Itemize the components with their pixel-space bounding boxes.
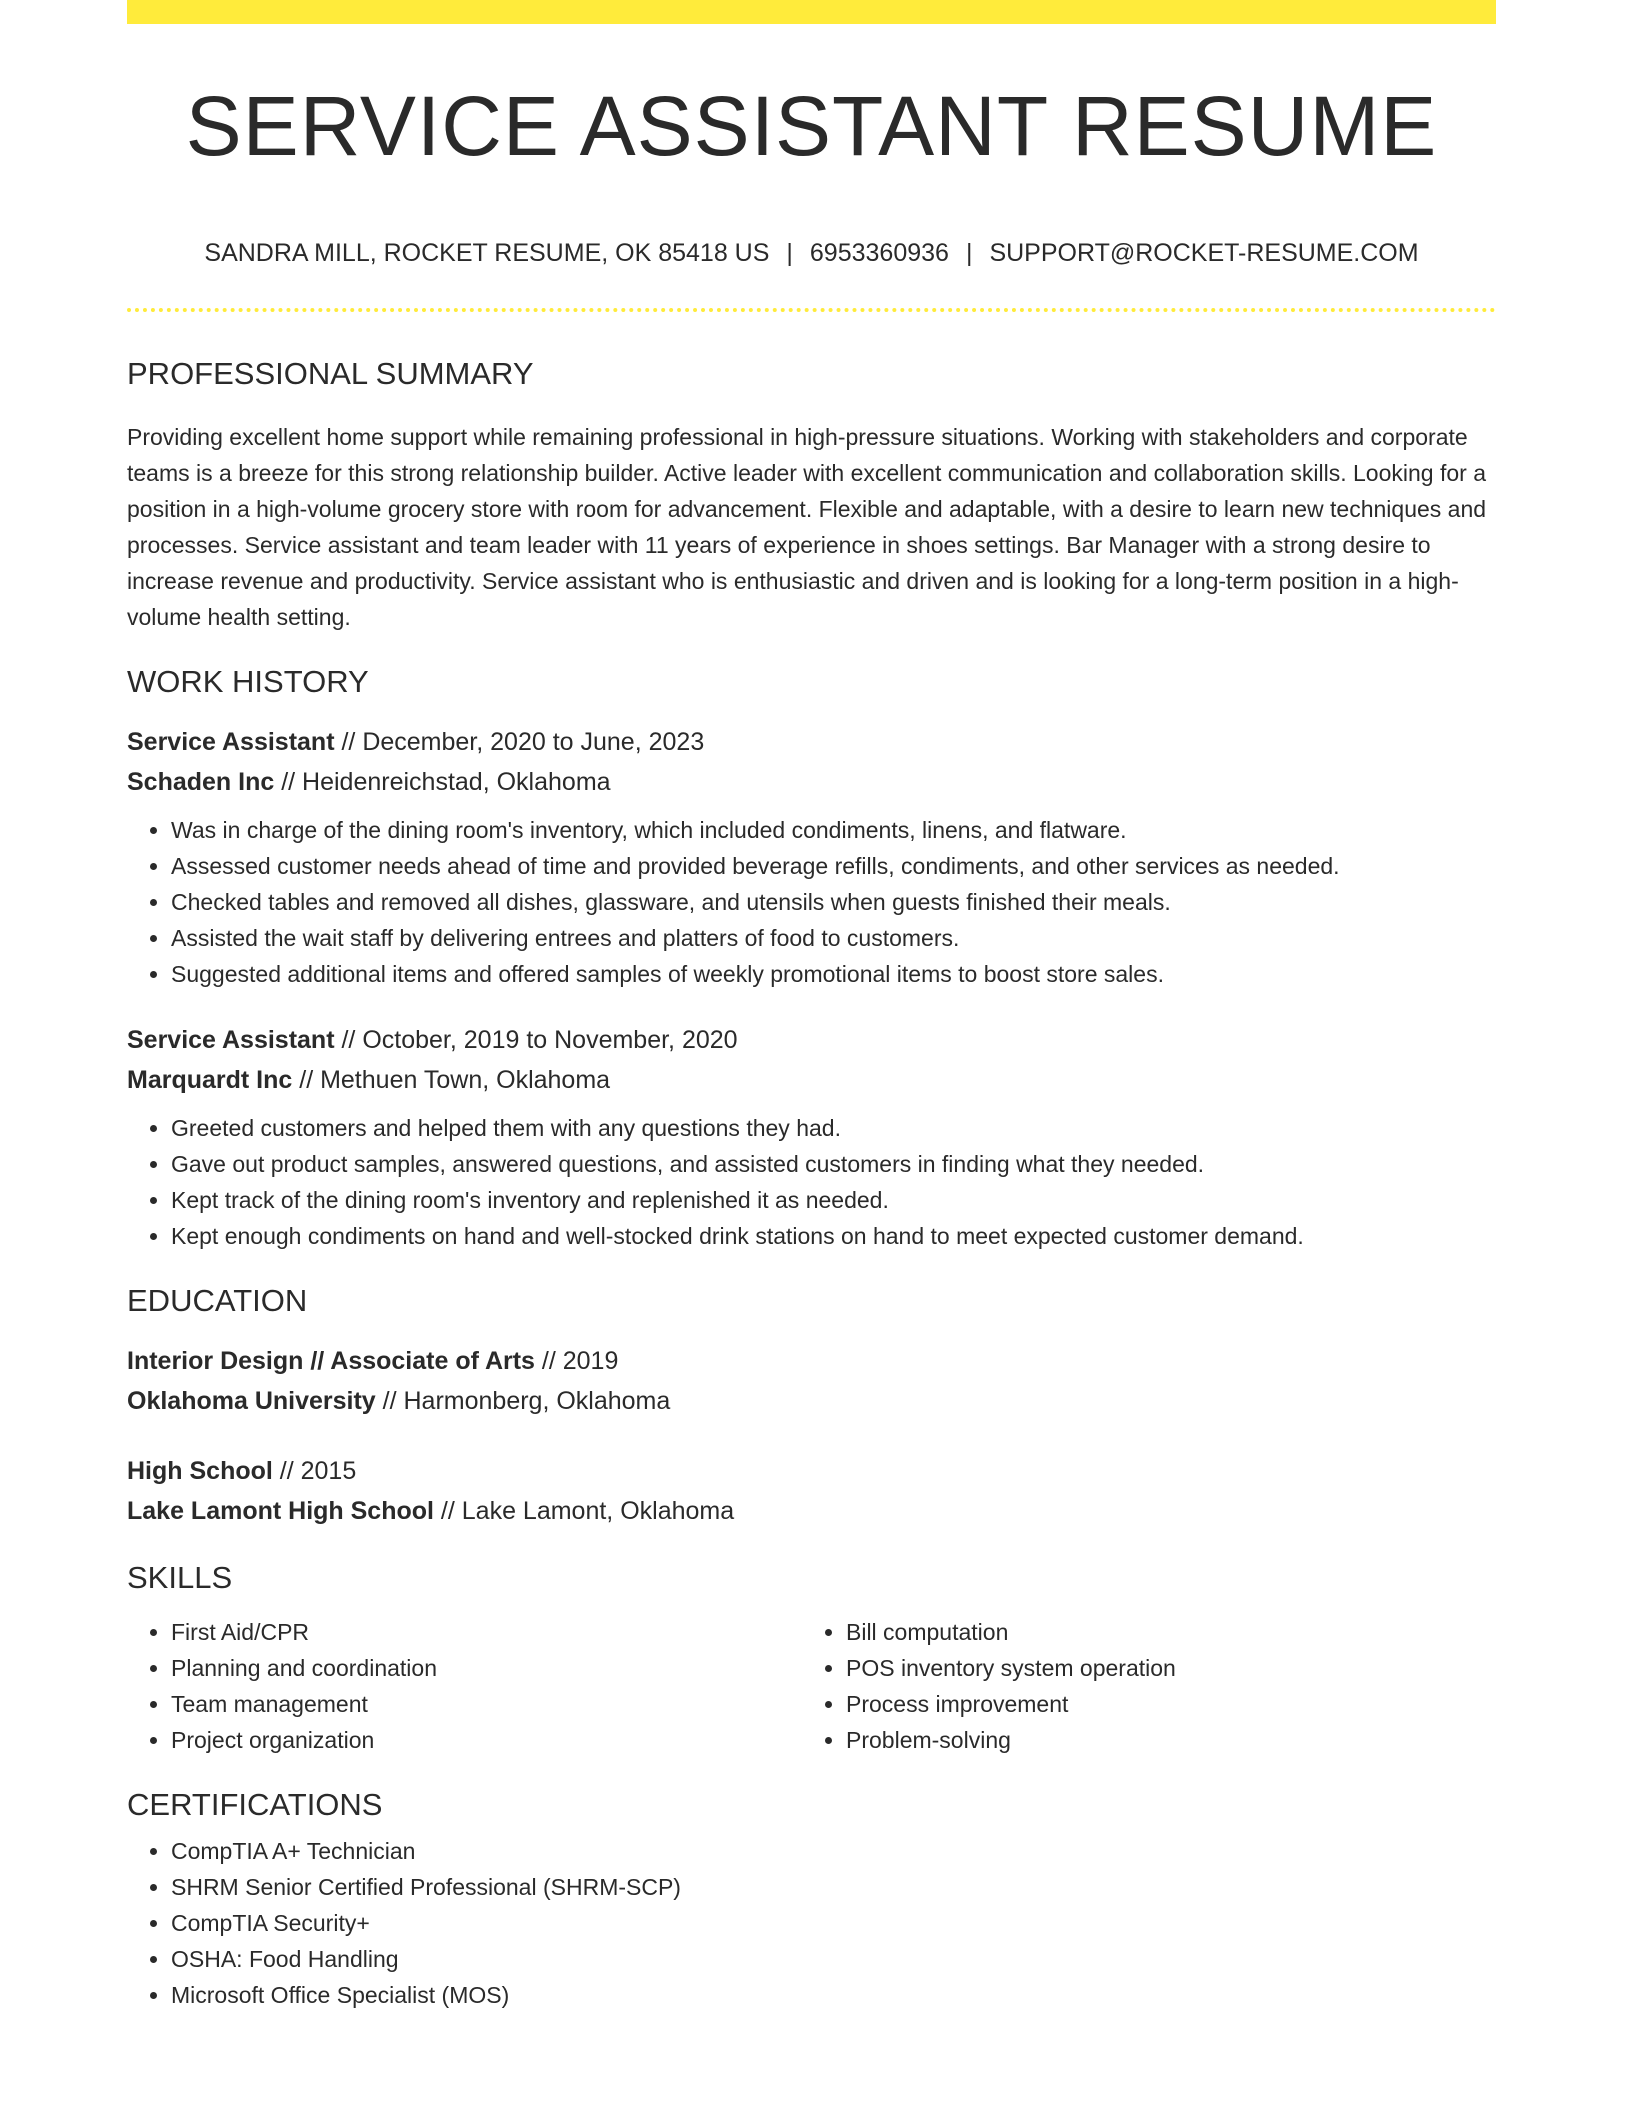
job-dates: // October, 2019 to November, 2020 bbox=[334, 1026, 738, 1054]
job-duty: • Suggested additional items and offered samples of weekly promotional items to boost store sales. bbox=[171, 956, 1496, 992]
job-company-line bbox=[127, 762, 1496, 802]
degree-name: Interior Design // Associate of Arts bbox=[127, 1347, 535, 1375]
skills-grid bbox=[127, 1614, 1496, 1758]
job-title: Service Assistant bbox=[127, 728, 335, 756]
education-heading: EDUCATION bbox=[127, 1283, 308, 1318]
job-duty: • Kept track of the dining room's inventory and replenished it as needed. bbox=[171, 1182, 1496, 1218]
job-title-line bbox=[127, 722, 1496, 762]
degree-year: // 2019 bbox=[534, 1347, 619, 1375]
job-title-line bbox=[127, 1020, 1496, 1060]
job-company-line bbox=[127, 1060, 1496, 1100]
skills-column-right bbox=[802, 1614, 1477, 1758]
job-duties-list bbox=[127, 812, 1496, 992]
contact-email: SUPPORT@ROCKET-RESUME.COM bbox=[989, 239, 1419, 267]
certification-item: • SHRM Senior Certified Professional (SHRM-SCP) bbox=[171, 1869, 1496, 1905]
work-history-heading: WORK HISTORY bbox=[127, 664, 369, 699]
skills-column-left bbox=[127, 1614, 802, 1758]
job-company: Schaden Inc bbox=[127, 768, 275, 796]
certification-item: • OSHA: Food Handling bbox=[171, 1941, 1496, 1977]
certifications-heading: CERTIFICATIONS bbox=[127, 1787, 383, 1822]
contact-separator: | bbox=[786, 239, 793, 267]
job-duty: • Assessed customer needs ahead of time and provided beverage refills, condiments, and other services as needed. bbox=[171, 848, 1496, 884]
skill-item: • POS inventory system operation bbox=[846, 1650, 1477, 1686]
job-duty: • Checked tables and removed all dishes, glassware, and utensils when guests finished their meals. bbox=[171, 884, 1496, 920]
job-duty: • Assisted the wait staff by delivering entrees and platters of food to customers. bbox=[171, 920, 1496, 956]
skill-item: • Problem-solving bbox=[846, 1722, 1477, 1758]
skills-heading: SKILLS bbox=[127, 1560, 233, 1595]
contact-address: SANDRA MILL, ROCKET RESUME, OK 85418 US bbox=[204, 239, 770, 267]
school-name: Oklahoma University bbox=[127, 1387, 376, 1415]
skill-item: • Project organization bbox=[171, 1722, 802, 1758]
skill-item: • Planning and coordination bbox=[171, 1650, 802, 1686]
school-line bbox=[127, 1381, 1496, 1421]
contact-line bbox=[127, 238, 1496, 268]
school-location: // Lake Lamont, Oklahoma bbox=[433, 1497, 735, 1525]
certification-item: • CompTIA A+ Technician bbox=[171, 1833, 1496, 1869]
degree-line bbox=[127, 1341, 1496, 1381]
dotted-divider bbox=[127, 308, 1496, 312]
certification-item: • CompTIA Security+ bbox=[171, 1905, 1496, 1941]
job-duty: • Was in charge of the dining room's inventory, which included condiments, linens, and flatware. bbox=[171, 812, 1496, 848]
job-company: Marquardt Inc bbox=[127, 1066, 293, 1094]
summary-paragraph: Providing excellent home support while remaining professional in high-pressure situations. Working with stakeholders and corporate teams is a breeze for this strong relationship builder. Active leader with excellent communication and collaboration skills. Looking for a position in a high-volume grocery store with room for advancement. Flexible and adaptable, with a desire to learn new techniques and processes. Service assistant and team leader with 11 years of experience in shoes settings. Bar Manager with a strong desire to increase revenue and productivity. Service assistant who is enthusiastic and driven and is looking for a long-term position in a high-volume health setting. bbox=[127, 424, 1487, 630]
accent-top-bar bbox=[127, 0, 1496, 24]
school-line bbox=[127, 1491, 1496, 1531]
resume-page bbox=[127, 0, 1496, 2013]
contact-phone: 6953360936 bbox=[809, 239, 949, 267]
job-dates: // December, 2020 to June, 2023 bbox=[334, 728, 705, 756]
education-entry bbox=[127, 1451, 1496, 1531]
job-location: // Methuen Town, Oklahoma bbox=[292, 1066, 611, 1094]
resume-title: SERVICE ASSISTANT RESUME bbox=[185, 79, 1438, 173]
job-duty: • Gave out product samples, answered questions, and assisted customers in finding what they needed. bbox=[171, 1146, 1496, 1182]
skills-list bbox=[802, 1614, 1477, 1758]
skill-item: • First Aid/CPR bbox=[171, 1614, 802, 1650]
skill-item: • Bill computation bbox=[846, 1614, 1477, 1650]
job-entry bbox=[127, 1020, 1496, 1254]
job-title: Service Assistant bbox=[127, 1026, 335, 1054]
degree-year: // 2015 bbox=[272, 1457, 357, 1485]
education-entry bbox=[127, 1341, 1496, 1421]
degree-line bbox=[127, 1451, 1496, 1491]
degree-name: High School bbox=[127, 1457, 273, 1485]
skills-list bbox=[127, 1614, 802, 1758]
skill-item: • Process improvement bbox=[846, 1686, 1477, 1722]
certification-item: • Microsoft Office Specialist (MOS) bbox=[171, 1977, 1496, 2013]
skill-item: • Team management bbox=[171, 1686, 802, 1722]
summary-heading: PROFESSIONAL SUMMARY bbox=[127, 356, 534, 391]
school-name: Lake Lamont High School bbox=[127, 1497, 434, 1525]
school-location: // Harmonberg, Oklahoma bbox=[375, 1387, 671, 1415]
certifications-list bbox=[127, 1833, 1496, 2013]
job-duties-list bbox=[127, 1110, 1496, 1254]
job-duty: • Greeted customers and helped them with any questions they had. bbox=[171, 1110, 1496, 1146]
contact-separator: | bbox=[965, 239, 973, 267]
job-duty: • Kept enough condiments on hand and well-stocked drink stations on hand to meet expected customer demand. bbox=[171, 1218, 1496, 1254]
job-entry bbox=[127, 722, 1496, 992]
job-location: // Heidenreichstad, Oklahoma bbox=[274, 768, 611, 796]
